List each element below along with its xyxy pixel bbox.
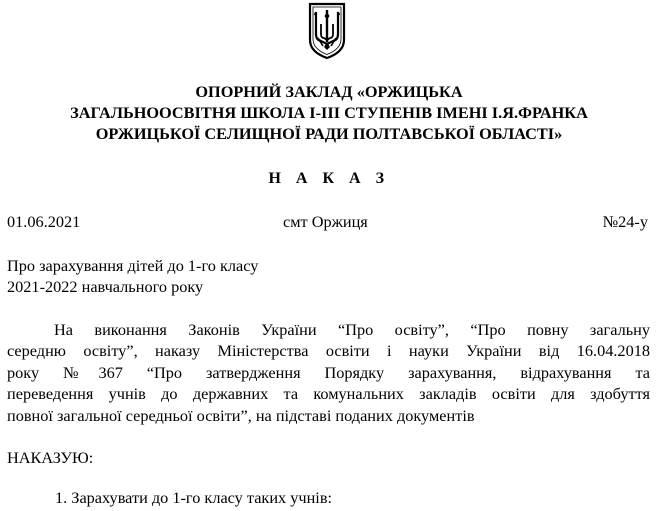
subject-line-1: Про зарахування дітей до 1-го класу bbox=[7, 256, 259, 275]
coat-of-arms-trident-icon bbox=[307, 2, 347, 60]
subject-line-2: 2021-2022 навчального року bbox=[7, 277, 204, 296]
order-date: 01.06.2021 bbox=[7, 212, 81, 231]
preamble-line-2: середню освіту”, наказу Міністерства освіти і науки України від 16.04.2018 bbox=[7, 341, 650, 361]
order-meta-row bbox=[7, 211, 648, 233]
resolve-label: НАКАЗУЮ: bbox=[7, 448, 94, 467]
preamble-line-5: повної загальної середньої освіти”, на підставі поданих документів bbox=[7, 405, 475, 425]
order-title: Н А К А З bbox=[268, 170, 390, 187]
header-line-1: ОПОРНИЙ ЗАКЛАД «ОРЖИЦЬКА bbox=[195, 82, 463, 101]
preamble-line-3: року №367 “Про затвердження Порядку зарахування, відрахування та bbox=[7, 362, 650, 382]
order-preamble bbox=[7, 319, 650, 426]
header-line-3: ОРЖИЦЬКОЇ СЕЛИЩНОЇ РАДИ ПОЛТАВСЬКОЇ ОБЛАСТІ» bbox=[95, 124, 563, 143]
institution-header bbox=[0, 81, 658, 144]
preamble-line-1: На виконання Законів України “Про освіту”, “Про повну загальну bbox=[54, 320, 650, 339]
preamble-line-4: переведення учнів до державних та комунальних закладів освіти для здобуття bbox=[7, 384, 650, 404]
order-number: №24-у bbox=[602, 212, 648, 231]
header-line-2: ЗАГАЛЬНООСВІТНЯ ШКОЛА І-ІІІ СТУПЕНІВ ІМЕНІ І.Я.ФРАНКА bbox=[70, 103, 588, 122]
order-subject bbox=[7, 255, 258, 297]
order-place: смт Оржиця bbox=[283, 212, 368, 231]
order-item-1: 1. Зарахувати до 1-го класу таких учнів: bbox=[55, 488, 333, 507]
